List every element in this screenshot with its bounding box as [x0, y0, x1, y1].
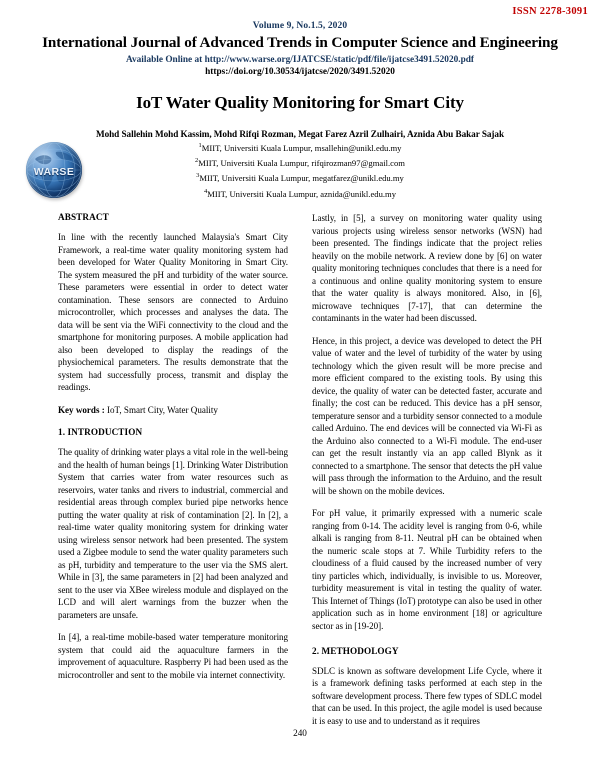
keywords-value: IoT, Smart City, Water Quality: [107, 404, 218, 415]
introduction-paragraph-2: In [4], a real-time mobile-based water temperature monitoring system that could aid the aquaculture farmers in the improvement of aquaculture. Raspberry Pi had been used as the microcontroller and sent to the mobile via internet connectivity.: [58, 632, 288, 680]
left-column: [58, 212, 288, 692]
doi-link[interactable]: https://doi.org/10.30534/ijatcse/2020/3491.52020: [205, 67, 395, 77]
logo-text: WARSE: [33, 166, 75, 178]
issn-label: ISSN 2278-3091: [512, 6, 588, 17]
globe-icon: [26, 142, 82, 198]
affiliation-text-2: MIIT, Universiti Kuala Lumpur, rifqirozman97@gmail.com: [198, 158, 405, 169]
right-paragraph-2: Hence, in this project, a device was developed to detect the PH value of water and the level of turbidity of the water by using technology which the given result will be more precise and more efficient compared to the existing tools. By using this device, the quality of water can be detected faster, accurate and finally; the cost can be reduced. This device has a pH sensor, temperature sensor and a turbidity sensor connected to a module called Arduino. The end devices will be connected via Wi-Fi as the Arduino also connected to a Wi-Fi module. The end-user can get the result instantly via an app called Blynk as it connected to a smartphone. The sensor that detects the pH value will pass through the information to the Arduino, and the result will be shown on the mobile devices.: [312, 335, 542, 496]
introduction-heading: 1. INTRODUCTION: [58, 427, 143, 438]
affiliation-text-3: MIIT, Universiti Kuala Lumpur, megatfarez@unikl.edu.my: [199, 173, 404, 184]
affiliation-text-4: MIIT, Universiti Kuala Lumpur, aznida@unikl.edu.my: [207, 188, 396, 199]
affiliation-3: [0, 172, 600, 184]
affiliation-marker-3: 3: [196, 172, 200, 180]
available-online-link[interactable]: Available Online at http://www.warse.org/IJATCSE/static/pdf/file/ijatcse3491.52020.pdf: [125, 55, 475, 65]
journal-title: International Journal of Advanced Trends in Computer Science and Engineering: [42, 34, 558, 51]
affiliation-4: [0, 188, 600, 200]
affiliation-marker-2: 2: [195, 157, 199, 165]
introduction-paragraph-1: The quality of drinking water plays a vital role in the well-being and the health of human beings [1]. Drinking Water Distribution System that carries water from water resources such as reservoirs, water tanks and rivers to industrial, commercial and residential areas through complex buried pipe networks hence putting the water quality at risk of contamination [2]. In [2], a real-time water quality monitoring system for drinking water using wireless sensor network had been presented. The system used a Zigbee module to send the water quality parameters such as pH, turbidity and temperature to the user via the SMS alert. While in [3], the same parameters in [2] had been analyzed and sent to the user via XBee wireless module and displayed on the LCD and will alert warnings from the buzzer when the parameters are unsafe.: [58, 447, 288, 620]
page-title: IoT Water Quality Monitoring for Smart City: [136, 93, 464, 112]
affiliation-1: [0, 142, 600, 154]
right-column: [312, 212, 542, 737]
author-list: Mohd Sallehin Mohd Kassim, Mohd Rifqi Rozman, Megat Farez Azril Zulhairi, Aznida Abu Bakar Sajak: [95, 129, 505, 139]
warse-logo: [22, 138, 86, 202]
volume-line: Volume 9, No.1.5, 2020: [252, 21, 348, 31]
abstract-text: In line with the recently launched Malaysia's Smart City Framework, a real-time water quality monitoring system had been developed for Water Quality Monitoring in Smart City. The system measured the pH and turbidity of the water source. These parameters were essential in order to detect water contamination. These sensors are connected to Arduino microcontroller, which processes and analyses the data. The data will be sent via the WiFi connectivity to the cloud and the smartphone for monitoring purposes. A mobile application had also been developed to display the readings of the physiochemical parameters. The results demonstrate that the system had successfully process, transmit and display the readings.: [58, 232, 288, 393]
affiliation-marker-4: 4: [204, 187, 208, 195]
methodology-paragraph-1: SDLC is known as software development Life Cycle, where it is a framework defining tasks performed at each step in the software development process. There few types of SDLC model that can be used. In this project, the agile model is used because it is easy to use and to understand as it requires: [312, 665, 542, 726]
methodology-heading: 2. METHODOLOGY: [312, 645, 399, 656]
page-number: 240: [293, 728, 307, 738]
right-paragraph-1: Lastly, in [5], a survey on monitoring water quality using various projects using wireless sensor networks (WSN) had been presented. The findings indicate that the project relies heavily on the mobile network. A review done by [6] on water quality monitoring techniques concludes that there is a need for a continuous and online quality monitoring system to ensure that the water quality is always monitored. Also, in [6], microwave techniques [7-17], that can determine the contaminants in the water had been discussed.: [312, 213, 542, 324]
keywords-label: Key words :: [58, 404, 105, 415]
affiliation-2: [0, 157, 600, 169]
affiliation-marker-1: 1: [198, 142, 202, 150]
right-paragraph-3: For pH value, it primarily expressed with a numeric scale ranging from 0-14. The acidity level is ranging from 0-6, while alkali is ranging from 8-11. Neutral pH can be obtained when the numeric scale stops at 7. While Turbidity refers to the cloudiness of a fluid caused by the increased number of very tiny particles which, individually, is invisible to us. Moreover, turbidity measurement is vital in testing the quality of water. This Internet of Things (IoT) prototype can also be used in other application such as in home environment [18] or agriculture sector as in [19-20].: [312, 508, 542, 631]
abstract-heading: ABSTRACT: [58, 212, 109, 222]
affiliation-text-1: MIIT, Universiti Kuala Lumpur, msallehin@unikl.edu.my: [201, 143, 402, 153]
keywords-line: [58, 404, 288, 417]
